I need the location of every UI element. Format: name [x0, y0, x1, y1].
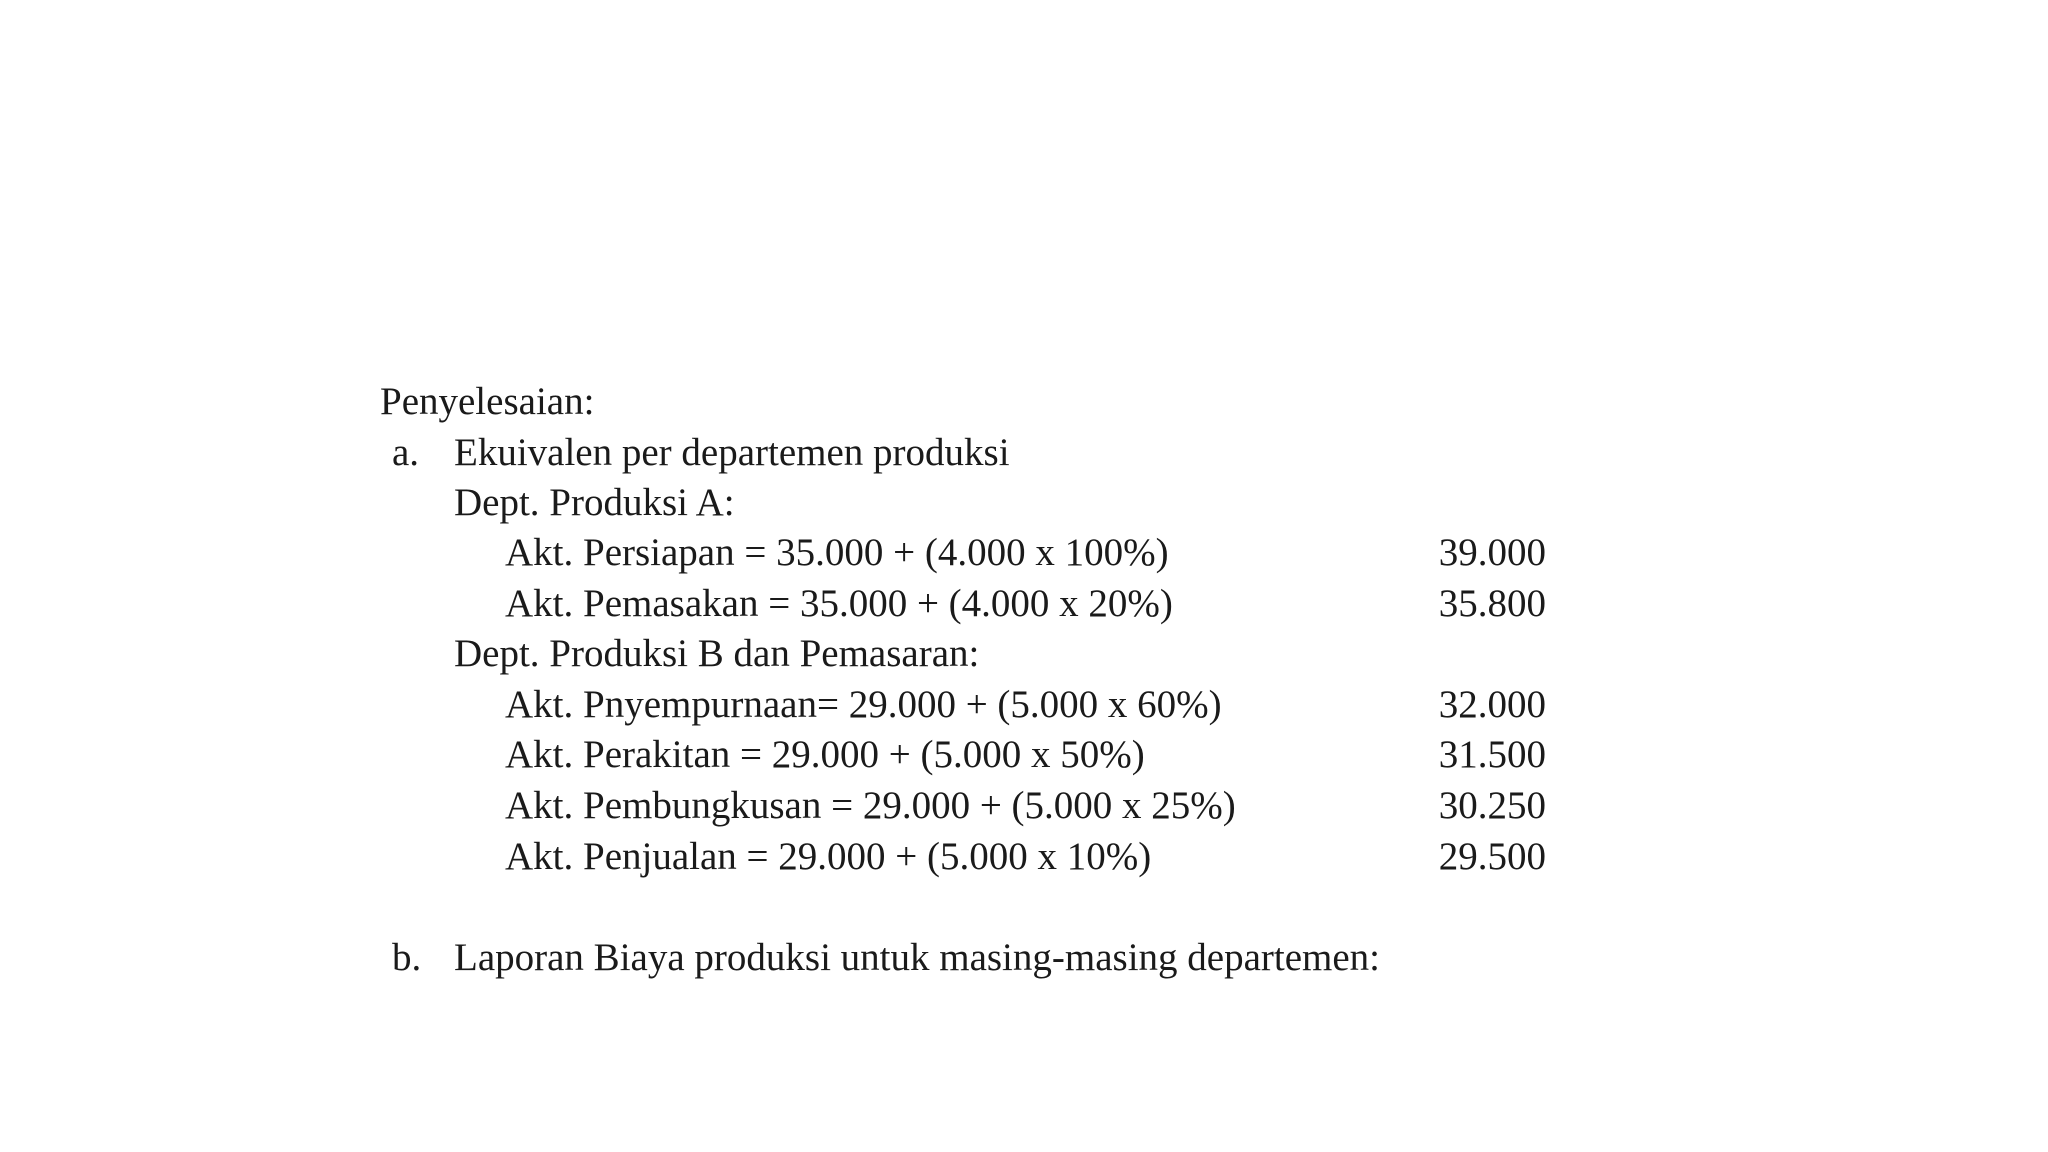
dept-b-label: Dept. Produksi B dan Pemasaran:	[454, 632, 980, 675]
dept-b-value-4: 29.500	[1438, 835, 1546, 878]
section-a-marker: a.	[392, 431, 420, 474]
dept-b-value-2: 31.500	[1438, 733, 1546, 776]
dept-a-value-2: 35.800	[1438, 582, 1546, 625]
dept-b-formula-4: Akt. Penjualan = 29.000 + (5.000 x 10%)	[505, 835, 1152, 878]
dept-a-formula-2: Akt. Pemasakan = 35.000 + (4.000 x 20%)	[505, 582, 1173, 625]
dept-b-value-3: 30.250	[1438, 784, 1546, 827]
dept-b-value-1: 32.000	[1438, 683, 1546, 726]
section-b-title: Laporan Biaya produksi untuk masing-masing departemen:	[454, 936, 1381, 979]
dept-b-formula-1: Akt. Pnyempurnaan= 29.000 + (5.000 x 60%)	[505, 683, 1222, 726]
dept-b-formula-3: Akt. Pembungkusan = 29.000 + (5.000 x 25%)	[505, 784, 1236, 827]
dept-b-formula-2: Akt. Perakitan = 29.000 + (5.000 x 50%)	[505, 733, 1145, 776]
dept-a-value-1: 39.000	[1438, 531, 1546, 574]
section-a-title: Ekuivalen per departemen produksi	[454, 431, 1010, 474]
dept-a-label: Dept. Produksi A:	[454, 481, 735, 524]
solution-heading: Penyelesaian:	[380, 380, 595, 423]
section-b-marker: b.	[392, 936, 422, 979]
dept-a-formula-1: Akt. Persiapan = 35.000 + (4.000 x 100%)	[505, 531, 1169, 574]
